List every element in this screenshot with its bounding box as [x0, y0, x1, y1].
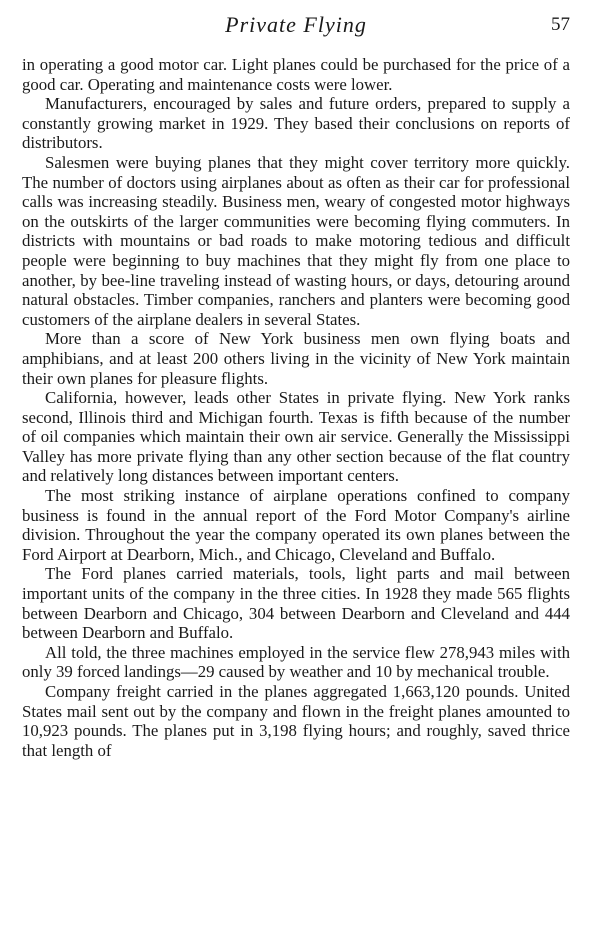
paragraph-1: in operating a good motor car. Light planes could be purchased for the price of a good car. Operating and maintenance costs were lower.: [22, 55, 570, 94]
paragraph-9: Company freight carried in the planes aggregated 1,663,120 pounds. United States mail sent out by the company and flown in the freight planes amounted to 10,923 pounds. The planes put in 3,198 flying hours; and roughly, saved thrice that length of: [22, 682, 570, 760]
page-number: 57: [551, 14, 570, 35]
paragraph-8: All told, the three machines employed in the service flew 278,943 miles with only 39 forced landings—29 caused by weather and 10 by mechanical trouble.: [22, 642, 570, 682]
paragraph-7: The Ford planes carried materials, tools, light parts and mail between important units of the company in the three cities. In 1928 they made 565 flights between Dearborn and Chicago, 304 between Dearborn and Cleveland and 444 between Dearborn and Buffalo.: [22, 564, 570, 643]
body-text: [22, 55, 570, 760]
paragraph-3: Salesmen were buying planes that they might cover territory more quickly. The number of doctors using airplanes about as often as their car for professional calls was increasing steadily. Business men, weary of congested motor highways on the outskirts of the larger communities were becoming flying commuters. In districts with mountains or bad roads to make motoring tedious and difficult people were beginning to buy machines that they might fly from one place to another, by bee-line traveling instead of wasting hours, or days, detouring around natural obstacles. Timber companies, ranchers and planters were becoming good customers of the airplane dealers in several States.: [22, 152, 570, 329]
paragraph-4: More than a score of New York business men own flying boats and amphibians, and at least 200 others living in the vicinity of New York maintain their own planes for pleasure flights.: [22, 329, 570, 388]
book-page: [22, 0, 570, 942]
running-head: [22, 10, 570, 40]
paragraph-6: The most striking instance of airplane operations confined to company business is found in the annual report of the Ford Motor Company's airline division. Throughout the year the company operated its own planes between the Ford Airport at Dearborn, Mich., and Chicago, Cleveland and Buffalo.: [22, 486, 570, 564]
paragraph-2: Manufacturers, encouraged by sales and future orders, prepared to supply a constantly growing market in 1929. They based their conclusions on reports of distributors.: [22, 94, 570, 153]
running-title: Private Flying: [225, 12, 367, 37]
paragraph-5: California, however, leads other States in private flying. New York ranks second, Illinois third and Michigan fourth. Texas is fifth because of the number of oil companies which maintain their own air service. Generally the Mississippi Valley has more private flying than any other section because of the flat country and relatively long distances between important centers.: [22, 388, 570, 486]
